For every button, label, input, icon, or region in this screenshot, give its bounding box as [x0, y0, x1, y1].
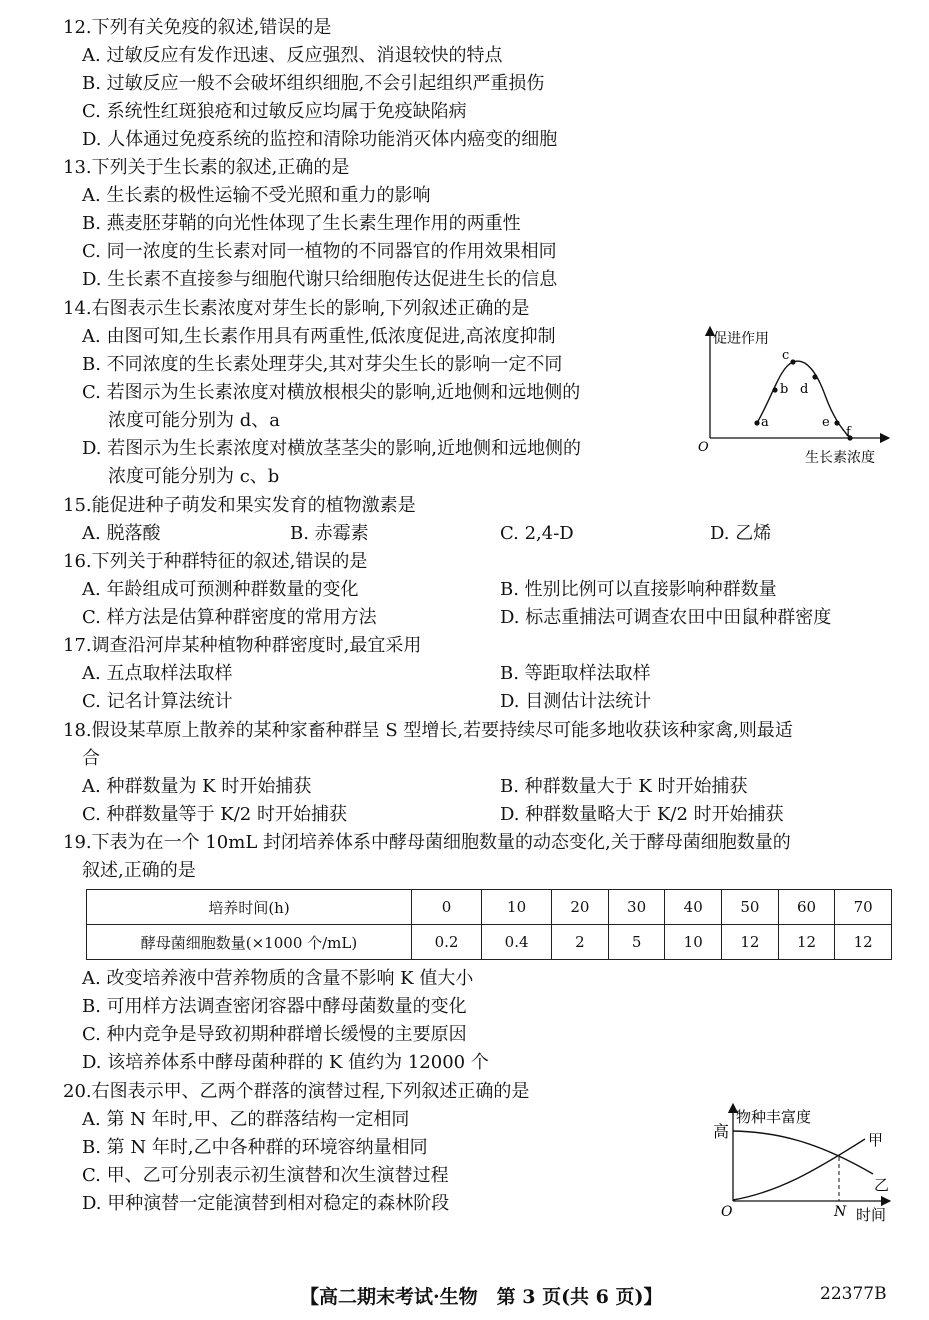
question-13-stem: 13.下列关于生长素的叙述,正确的是 [63, 157, 350, 178]
fig14-label-d: d [800, 382, 809, 397]
fig14-ylabel: 促进作用 [713, 331, 769, 347]
table-row [87, 890, 892, 925]
q13-option-b: B. 燕麦胚芽鞘的向光性体现了生长素生理作用的两重性 [82, 213, 521, 234]
table-cell: 40 [665, 890, 722, 925]
table-cell: 12 [778, 925, 835, 960]
q18-option-b: B. 种群数量大于 K 时开始捕获 [500, 776, 748, 797]
fig20-curve-yi-rising [733, 1139, 865, 1200]
page-footer-title: 【高二期末考试·生物 第 3 页(共 6 页)】 [300, 1286, 663, 1308]
q16-option-c: C. 样方法是估算种群密度的常用方法 [82, 607, 377, 628]
fig14-label-c: c [782, 348, 790, 363]
fig14-label-b: b [780, 382, 789, 397]
fig20-high-label: 高 [713, 1122, 730, 1141]
fig14-curve [757, 361, 850, 438]
q14-option-d: D. 若图示为生长素浓度对横放茎茎尖的影响,近地侧和远地侧的 [82, 438, 581, 459]
fig20-origin: O [721, 1204, 733, 1220]
q15-option-c: C. 2,4-D [500, 523, 574, 544]
fig14-point-a [754, 420, 759, 425]
table-cell: 0 [412, 890, 482, 925]
q12-option-c: C. 系统性红斑狼疮和过敏反应均属于免疫缺陷病 [82, 101, 467, 122]
fig14-label-f: f [846, 425, 851, 440]
page-footer-code: 22377B [820, 1284, 887, 1304]
table-header-time: 培养时间(h) [87, 890, 412, 925]
q18-option-a: A. 种群数量为 K 时开始捕获 [82, 776, 312, 797]
q19-option-d: D. 该培养体系中酵母菌种群的 K 值约为 12000 个 [82, 1052, 489, 1073]
fig14-label-a: a [761, 415, 769, 430]
fig20-ylabel: 物种丰富度 [736, 1108, 812, 1126]
table-cell: 60 [778, 890, 835, 925]
q20-option-b: B. 第 N 年时,乙中各种群的环境容纳量相同 [82, 1137, 428, 1158]
table-row [87, 925, 892, 960]
q13-option-c: C. 同一浓度的生长素对同一植物的不同器官的作用效果相同 [82, 241, 557, 262]
q17-option-c: C. 记名计算法统计 [82, 691, 233, 712]
fig14-xlabel: 生长素浓度 [805, 450, 875, 466]
fig14-origin: O [698, 440, 709, 455]
q14-option-d-cont: 浓度可能分别为 c、b [108, 466, 280, 487]
q14-option-c-cont: 浓度可能分别为 d、a [108, 410, 280, 431]
fig20-series-yi: 乙 [874, 1176, 890, 1194]
q15-option-d: D. 乙烯 [710, 523, 772, 544]
q19-option-a: A. 改变培养液中营养物质的含量不影响 K 值大小 [82, 968, 474, 989]
table-cell: 12 [835, 925, 892, 960]
yeast-data-table [86, 889, 892, 960]
question-19-stem-cont: 叙述,正确的是 [82, 860, 196, 881]
q13-option-d: D. 生长素不直接参与细胞代谢只给细胞传达促进生长的信息 [82, 269, 558, 290]
q20-option-d: D. 甲种演替一定能演替到相对稳定的森林阶段 [82, 1193, 450, 1214]
table-cell: 10 [482, 890, 552, 925]
question-12-stem: 12.下列有关免疫的叙述,错误的是 [63, 17, 332, 38]
question-18-stem-cont: 合 [82, 748, 100, 769]
table-header-count: 酵母菌细胞数量(×1000 个/mL) [87, 925, 412, 960]
question-14-stem: 14.右图表示生长素浓度对芽生长的影响,下列叙述正确的是 [63, 298, 530, 319]
q20-option-a: A. 第 N 年时,甲、乙的群落结构一定相同 [82, 1109, 410, 1130]
question-19-stem: 19.下表为在一个 10mL 封闭培养体系中酵母菌细胞数量的动态变化,关于酵母菌细胞数量的 [63, 832, 791, 853]
table-cell: 2 [552, 925, 609, 960]
question-18-stem: 18.假设某草原上散养的某种家畜种群呈 S 型增长,若要持续尽可能多地收获该种家禽,则最适 [63, 720, 793, 741]
fig14-label-e: e [822, 415, 830, 430]
q18-option-d: D. 种群数量略大于 K/2 时开始捕获 [500, 804, 784, 825]
table-cell: 70 [835, 890, 892, 925]
q16-option-a: A. 年龄组成可预测种群数量的变化 [82, 579, 359, 600]
q16-option-b: B. 性别比例可以直接影响种群数量 [500, 579, 777, 600]
fig14-point-e [834, 420, 839, 425]
fig14-point-b [772, 387, 777, 392]
table-cell: 30 [608, 890, 665, 925]
q15-option-a: A. 脱落酸 [82, 523, 161, 544]
q19-option-c: C. 种内竞争是导致初期种群增长缓慢的主要原因 [82, 1024, 467, 1045]
q13-option-a: A. 生长素的极性运输不受光照和重力的影响 [82, 185, 431, 206]
table-cell: 12 [722, 925, 779, 960]
table-cell: 50 [722, 890, 779, 925]
question-15-stem: 15.能促进种子萌发和果实发育的植物激素是 [63, 495, 416, 516]
fig20-n-label: N [834, 1204, 847, 1220]
q14-option-c: C. 若图示为生长素浓度对横放根根尖的影响,近地侧和远地侧的 [82, 382, 581, 403]
question-20-stem: 20.右图表示甲、乙两个群落的演替过程,下列叙述正确的是 [63, 1081, 530, 1102]
q14-option-a: A. 由图可知,生长素作用具有两重性,低浓度促进,高浓度抑制 [82, 326, 556, 347]
table-cell: 10 [665, 925, 722, 960]
figure-14-auxin-curve [695, 325, 895, 470]
table-cell: 0.2 [412, 925, 482, 960]
q17-option-d: D. 目测估计法统计 [500, 691, 652, 712]
q18-option-c: C. 种群数量等于 K/2 时开始捕获 [82, 804, 347, 825]
fig20-xlabel: 时间 [856, 1206, 887, 1224]
table-cell: 20 [552, 890, 609, 925]
q16-option-d: D. 标志重捕法可调查农田中田鼠种群密度 [500, 607, 832, 628]
q17-option-a: A. 五点取样法取样 [82, 663, 233, 684]
q20-option-c: C. 甲、乙可分别表示初生演替和次生演替过程 [82, 1165, 449, 1186]
q14-option-b: B. 不同浓度的生长素处理芽尖,其对芽尖生长的影响一定不同 [82, 354, 563, 375]
fig14-point-c-top [790, 359, 795, 364]
fig14-point-d [812, 374, 817, 379]
q12-option-a: A. 过敏反应有发作迅速、反应强烈、消退较快的特点 [82, 45, 503, 66]
question-17-stem: 17.调查沿河岸某种植物种群密度时,最宜采用 [63, 635, 422, 656]
q17-option-b: B. 等距取样法取样 [500, 663, 651, 684]
q19-option-b: B. 可用样方法调查密闭容器中酵母菌数量的变化 [82, 996, 467, 1017]
table-cell: 0.4 [482, 925, 552, 960]
question-16-stem: 16.下列关于种群特征的叙述,错误的是 [63, 551, 368, 572]
q12-option-d: D. 人体通过免疫系统的监控和清除功能消灭体内癌变的细胞 [82, 129, 558, 150]
fig20-series-jia: 甲 [868, 1131, 884, 1149]
fig20-curve-jia-declining [733, 1131, 873, 1174]
q12-option-b: B. 过敏反应一般不会破坏组织细胞,不会引起组织严重损伤 [82, 73, 545, 94]
q15-option-b: B. 赤霉素 [290, 523, 369, 544]
figure-20-succession [708, 1102, 898, 1227]
table-cell: 5 [608, 925, 665, 960]
